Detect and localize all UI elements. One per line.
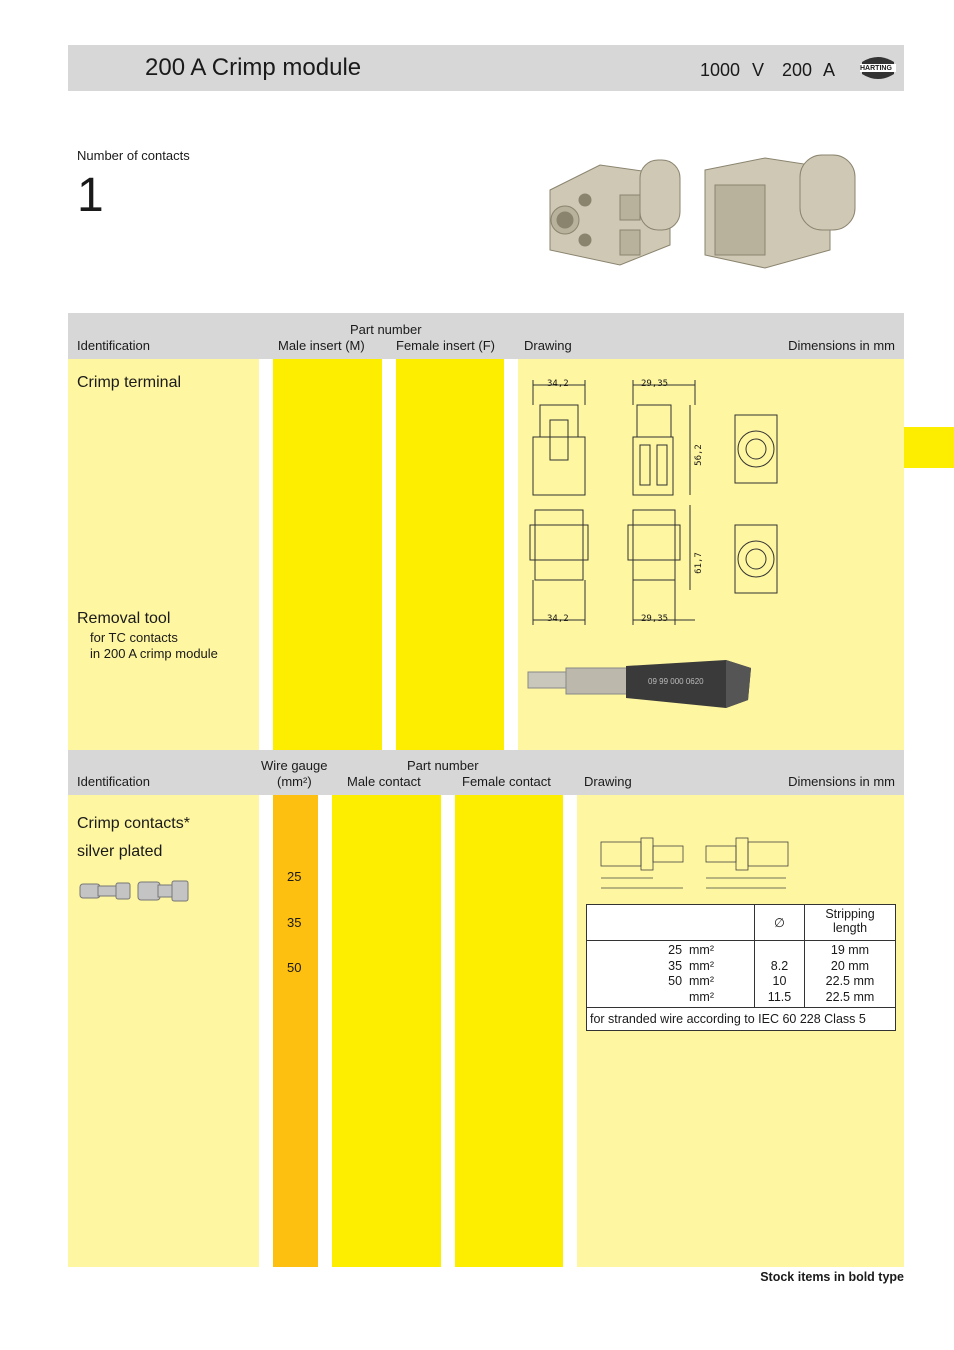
current-unit: A	[823, 60, 836, 80]
strip-d-0	[758, 943, 801, 959]
voltage-value: 1000	[700, 60, 741, 80]
t2-gauge-col	[273, 795, 318, 1267]
crimp-contacts-image	[76, 876, 192, 906]
t2-ident-col	[68, 795, 259, 1267]
t1-female-col	[396, 359, 504, 750]
insert-drawing	[525, 375, 795, 635]
removal-tool-label: Removal tool	[77, 610, 171, 627]
strip-unit-1: mm²	[689, 958, 714, 973]
strip-size-2: 50	[668, 974, 683, 988]
strip-len-0: 19 mm	[830, 943, 870, 957]
dim-h-bottom: 61,7	[693, 552, 704, 574]
current-value: 200	[782, 60, 813, 80]
voltage-unit: V	[752, 60, 765, 80]
t2-part-number: Part number	[407, 758, 479, 773]
contacts-value: 1	[77, 169, 104, 222]
strip-note: for stranded wire according to IEC 60 228 Class 5	[587, 1008, 896, 1031]
strip-size-0: 25	[668, 943, 683, 957]
strip-d-3: 11.5	[767, 989, 792, 1004]
strip-unit-3: mm²	[689, 989, 714, 1004]
t2-female-contact: Female contact	[462, 774, 551, 789]
t2-wire-gauge: Wire gauge	[261, 758, 328, 773]
silver-plated-label: silver plated	[77, 843, 163, 860]
t1-dimensions: Dimensions in mm	[788, 338, 895, 353]
t1-female-insert: Female insert (F)	[396, 338, 495, 353]
gauge-35: 35	[287, 915, 302, 930]
dim-w-female: 29,35	[641, 379, 669, 389]
t2-male-col	[332, 795, 441, 1267]
strip-unit-0: mm²	[689, 943, 714, 957]
t1-identification: Identification	[77, 338, 150, 353]
t2-drawing: Drawing	[584, 774, 632, 789]
t2-dimensions: Dimensions in mm	[788, 774, 895, 789]
t2-identification: Identification	[77, 774, 150, 789]
crimp-terminal-label: Crimp terminal	[77, 374, 182, 391]
tool-part-number: 09 99 000 0620	[648, 677, 704, 686]
strip-len-1: 20 mm	[830, 958, 870, 973]
strip-size-1: 35	[668, 958, 683, 973]
removal-tool-image	[526, 656, 776, 716]
t2-male-contact: Male contact	[347, 774, 421, 789]
strip-len-3: 22.5 mm	[825, 989, 875, 1004]
gauge-50: 50	[287, 960, 302, 975]
t1-part-number: Part number	[350, 322, 422, 337]
crimp-contacts-label: Crimp contacts*	[77, 815, 190, 832]
removal-tool-sub1: for TC contacts	[90, 630, 178, 645]
dim-w-male-b: 34,2	[547, 614, 569, 624]
diameter-header: ∅	[755, 905, 805, 941]
section-tab-marker	[904, 427, 954, 468]
removal-tool-sub2: in 200 A crimp module	[90, 646, 218, 661]
page-title: 200 A Crimp module	[145, 54, 362, 81]
t2-female-col	[455, 795, 563, 1267]
stripping-table	[586, 904, 896, 1031]
strip-len-2: 22.5 mm	[825, 974, 875, 988]
product-image	[540, 150, 870, 270]
t1-male-col	[273, 359, 382, 750]
t1-ident-col	[68, 359, 259, 750]
logo-text: HARTING	[860, 65, 892, 72]
t1-drawing: Drawing	[524, 338, 572, 353]
dim-h-top: 56,2	[693, 444, 704, 466]
contact-drawing	[586, 818, 801, 896]
footer-note: Stock items in bold type	[760, 1270, 904, 1284]
dim-w-female-b: 29,35	[641, 614, 669, 624]
t1-male-insert: Male insert (M)	[278, 338, 365, 353]
strip-unit-2: mm²	[689, 974, 714, 988]
t2-wire-unit: (mm²)	[277, 774, 312, 789]
contacts-label: Number of contacts	[77, 148, 190, 163]
strip-d-1: 8.2	[770, 958, 789, 973]
gauge-25: 25	[287, 869, 302, 884]
dim-w-male: 34,2	[547, 379, 569, 389]
stripping-length-header: Stripping length	[805, 905, 896, 941]
strip-d-2: 10	[772, 974, 787, 988]
